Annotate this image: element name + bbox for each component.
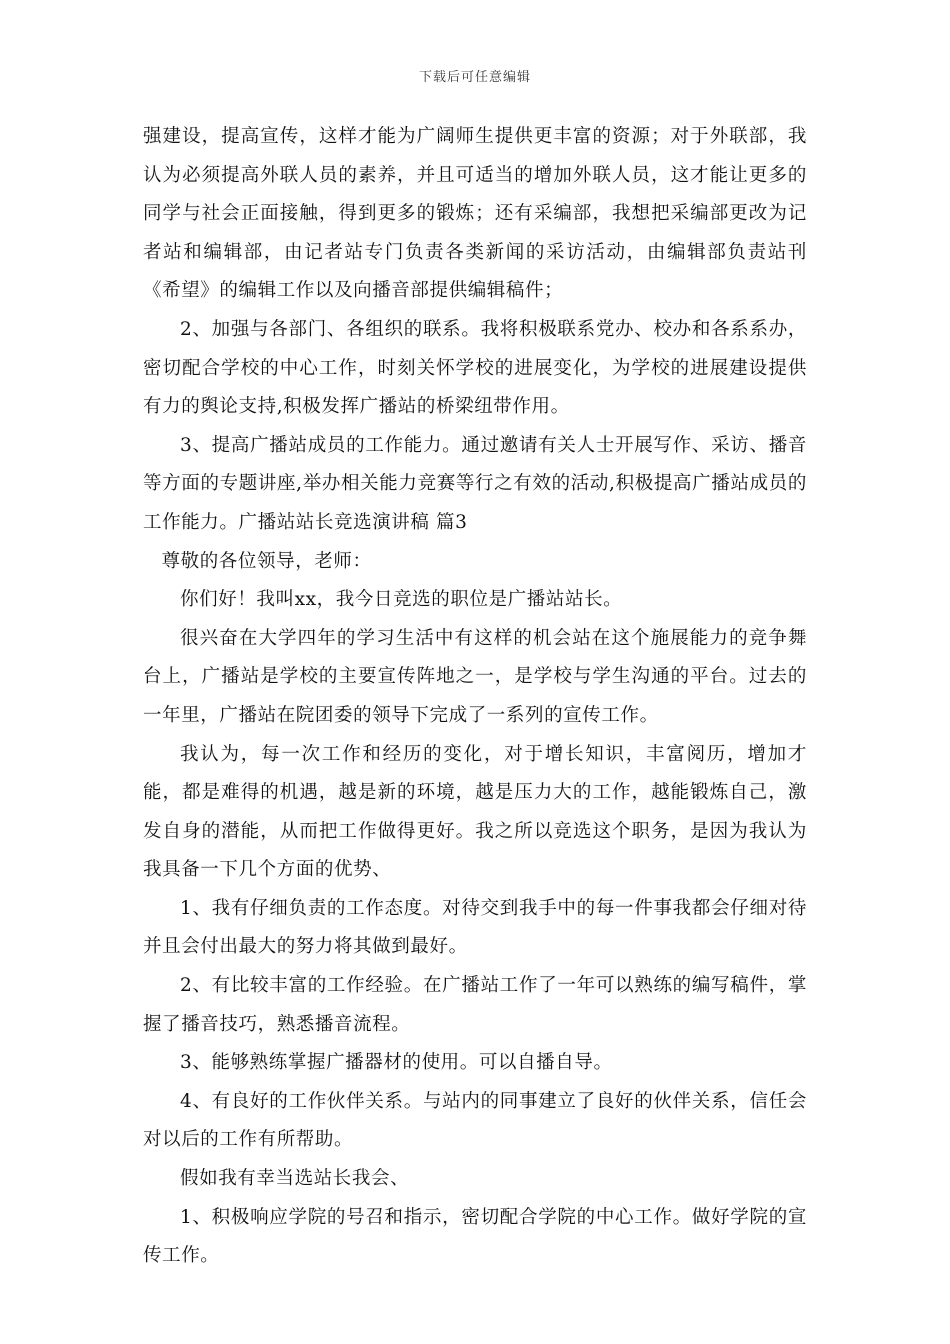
paragraph-opinion: 我认为，每一次工作和经历的变化，对于增长知识，丰富阅历，增加才能，都是难得的机遇，越是新的环境，越是压力大的工作，越能锻炼自己，激发自身的潜能，从而把工作做得更好。我之所以竞选这个职务，是因为我认为我具备一下几个方面的优势、 [143, 743, 807, 881]
paragraph-advantage-4: 4、有良好的工作伙伴关系。与站内的同事建立了良好的伙伴关系，信任会对以后的工作有所帮助。 [143, 1090, 807, 1151]
paragraph-salutation: 尊敬的各位领导，老师： [161, 550, 372, 572]
document-body [143, 118, 807, 1276]
paragraph-plan-1: 1、积极响应学院的号召和指示，密切配合学院的中心工作。做好学院的宣传工作。 [143, 1206, 807, 1267]
paragraph-item-2: 2、加强与各部门、各组织的联系。我将积极联系党办、校办和各系系办，密切配合学校的中心工作，时刻关怀学校的进展变化，为学校的进展建设提供有力的舆论支持,积极发挥广播站的桥梁纽带作用。 [143, 318, 807, 418]
page-header-note: 下载后可任意编辑 [418, 70, 531, 85]
paragraph-if-elected: 假如我有幸当选站长我会、 [180, 1168, 410, 1190]
paragraph-advantage-2: 2、有比较丰富的工作经验。在广播站工作了一年可以熟练的编写稿件，掌握了播音技巧，熟悉播音流程。 [143, 975, 807, 1035]
paragraph-advantage-1: 1、我有仔细负责的工作态度。对待交到我手中的每一件事我都会仔细对待并且会付出最大的努力将其做到最好。 [143, 897, 807, 958]
paragraph-continuation: 强建设，提高宣传，这样才能为广阔师生提供更丰富的资源；对于外联部，我认为必须提高外联人员的素养，并且可适当的增加外联人员，这才能让更多的同学与社会正面接触，得到更多的锻炼；还有采编部，我想把采编部更改为记者站和编辑部，由记者站专门负责各类新闻的采访活动，由编辑部负责站刊《希望》的编辑工作以及向播音部提供编辑稿件； [143, 126, 807, 302]
paragraph-intro: 很兴奋在大学四年的学习生活中有这样的机会站在这个施展能力的竞争舞台上，广播站是学校的主要宣传阵地之一，是学校与学生沟通的平台。过去的一年里，广播站在院团委的领导下完成了一系列的宣传工作。 [143, 627, 807, 726]
paragraph-item-3: 3、提高广播站成员的工作能力。通过邀请有关人士开展写作、采访、播音等方面的专题讲座,举办相关能力竞赛等行之有效的活动,积极提高广播站成员的工作能力。广播站站长竞选演讲稿 篇3 [143, 434, 807, 533]
paragraph-advantage-3: 3、能够熟练掌握广播器材的使用。可以自播自导。 [180, 1052, 613, 1074]
paragraph-greeting: 你们好！我叫xx，我今日竞选的职位是广播站站长。 [180, 589, 623, 611]
